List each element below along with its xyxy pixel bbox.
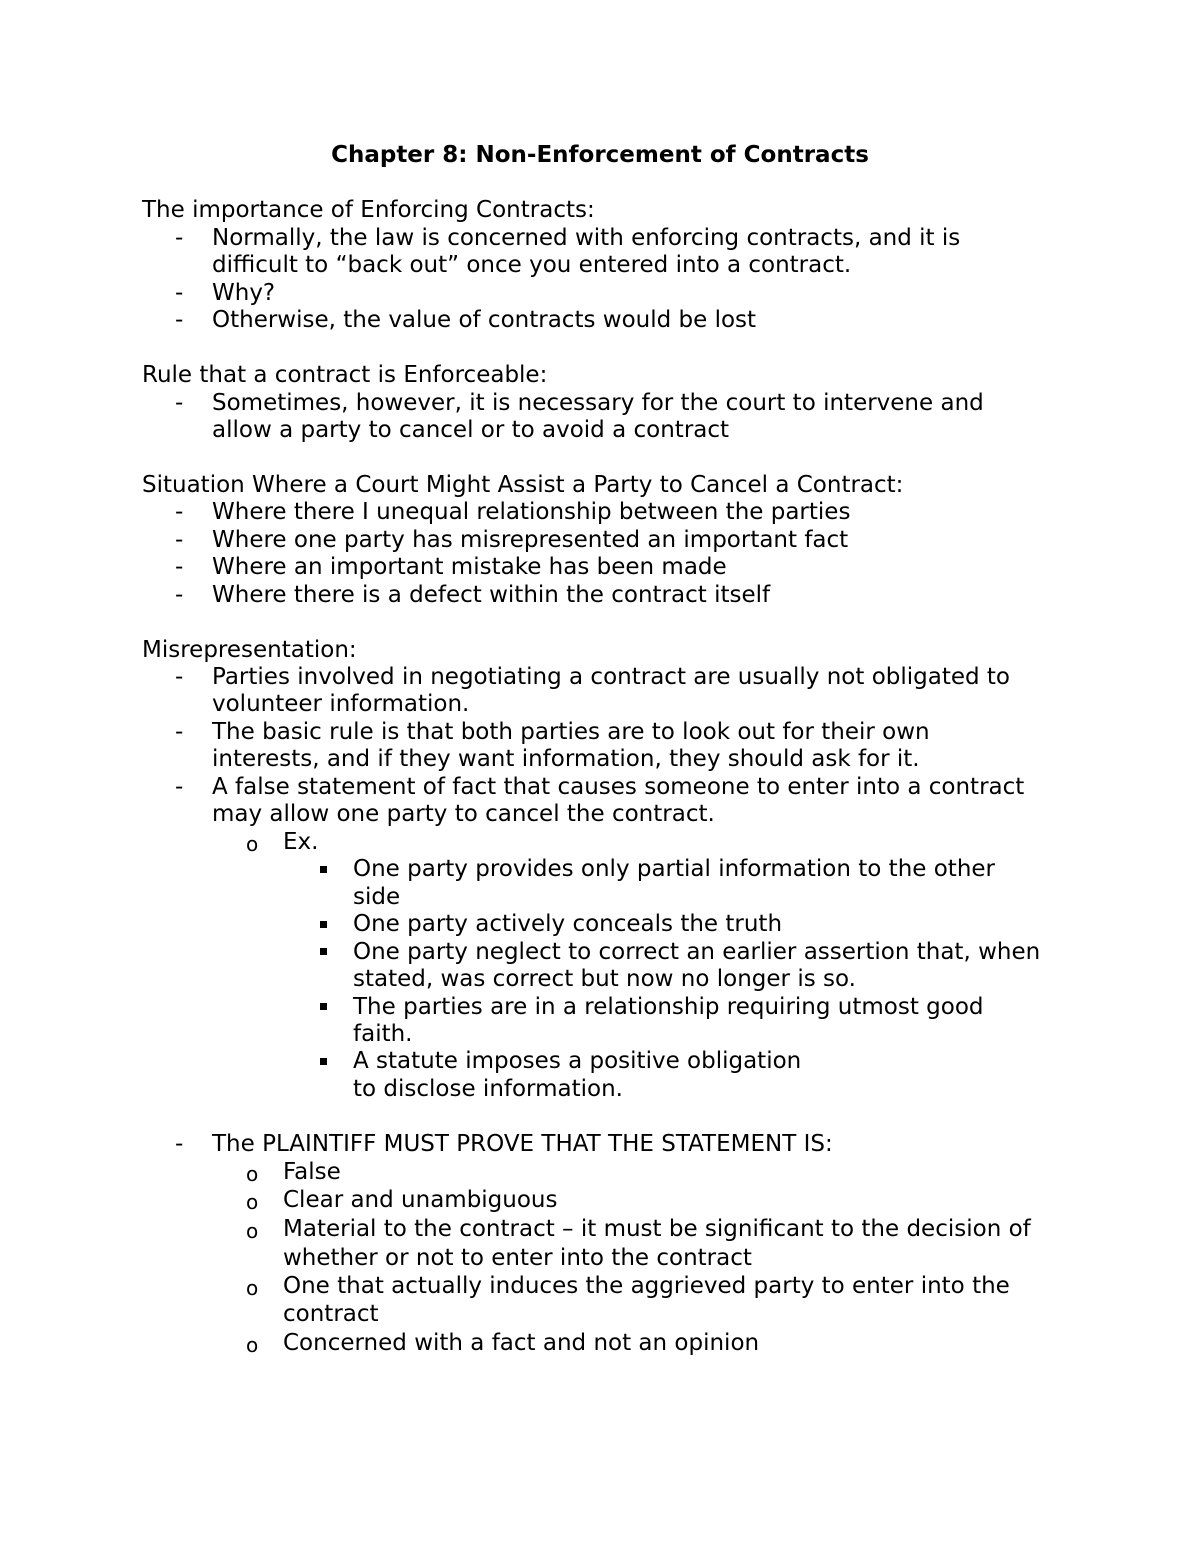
bullet-dash: - — [175, 554, 184, 580]
bullet-dash: - — [175, 527, 184, 553]
list-item-line: interests, and if they want information, they should ask for it. — [212, 746, 920, 772]
list-item-line: Sometimes, however, it is necessary for the court to intervene and — [212, 390, 984, 416]
list-item-line: A statute imposes a positive obligation — [353, 1048, 802, 1074]
bullet-circle: o — [246, 1162, 259, 1186]
list-item-line: contract — [283, 1301, 379, 1327]
bullet-dash: - — [175, 307, 184, 333]
list-item-line: The PLAINTIFF MUST PROVE THAT THE STATEMENT IS: — [212, 1131, 833, 1157]
list-item-line: whether or not to enter into the contract — [283, 1245, 752, 1271]
bullet-circle: o — [246, 832, 259, 856]
list-item-line: False — [283, 1159, 341, 1185]
list-item-line: One that actually induces the aggrieved party to enter into the — [283, 1273, 1010, 1299]
bullet-square — [320, 866, 327, 873]
bullet-dash: - — [175, 664, 184, 690]
list-item-line: may allow one party to cancel the contract. — [212, 801, 715, 827]
list-item-line: One party provides only partial information to the other — [353, 856, 996, 882]
bullet-dash: - — [175, 390, 184, 416]
list-item-line: stated, was correct but now no longer is so. — [353, 966, 856, 992]
bullet-dash: - — [175, 1131, 184, 1157]
bullet-circle: o — [246, 1333, 259, 1357]
list-item-line: Parties involved in negotiating a contract are usually not obligated to — [212, 664, 1011, 690]
list-item-line: Where one party has misrepresented an important fact — [212, 527, 849, 553]
list-item-line: Where there I unequal relationship between the parties — [212, 499, 851, 525]
section-heading: Misrepresentation: — [142, 637, 357, 663]
bullet-dash: - — [175, 719, 184, 745]
bullet-circle: o — [246, 1276, 259, 1300]
list-item-line: to disclose information. — [353, 1076, 623, 1102]
list-item-line: Normally, the law is concerned with enforcing contracts, and it is — [212, 225, 961, 251]
list-item-line: side — [353, 884, 401, 910]
list-item-line: allow a party to cancel or to avoid a contract — [212, 417, 730, 443]
list-item-line: Concerned with a fact and not an opinion — [283, 1330, 760, 1356]
bullet-circle: o — [246, 1219, 259, 1243]
list-item-line: Why? — [212, 280, 276, 306]
list-item-line: volunteer information. — [212, 691, 470, 717]
example-label: Ex. — [283, 829, 319, 855]
page-title: Chapter 8: Non-Enforcement of Contracts — [331, 142, 869, 168]
list-item-line: One party neglect to correct an earlier assertion that, when — [353, 939, 1041, 965]
list-item-line: Where an important mistake has been made — [212, 554, 727, 580]
list-item-line: Material to the contract – it must be significant to the decision of — [283, 1216, 1031, 1242]
bullet-dash: - — [175, 582, 184, 608]
list-item-line: Clear and unambiguous — [283, 1187, 558, 1213]
bullet-dash: - — [175, 774, 184, 800]
section-heading: Rule that a contract is Enforceable: — [142, 362, 548, 388]
bullet-circle: o — [246, 1190, 259, 1214]
section-heading: Situation Where a Court Might Assist a Party to Cancel a Contract: — [142, 472, 904, 498]
list-item-line: A false statement of fact that causes someone to enter into a contract — [212, 774, 1025, 800]
list-item-line: faith. — [353, 1021, 413, 1047]
bullet-square — [320, 1058, 327, 1065]
bullet-square — [320, 921, 327, 928]
section-heading: The importance of Enforcing Contracts: — [142, 197, 595, 223]
bullet-dash: - — [175, 280, 184, 306]
bullet-square — [320, 948, 327, 955]
list-item-line: Otherwise, the value of contracts would be lost — [212, 307, 757, 333]
list-item-line: difficult to “back out” once you entered into a contract. — [212, 252, 852, 278]
list-item-line: The parties are in a relationship requiring utmost good — [353, 994, 984, 1020]
list-item-line: One party actively conceals the truth — [353, 911, 783, 937]
bullet-square — [320, 1003, 327, 1010]
bullet-dash: - — [175, 499, 184, 525]
list-item-line: The basic rule is that both parties are to look out for their own — [212, 719, 930, 745]
list-item-line: Where there is a defect within the contract itself — [212, 582, 771, 608]
bullet-dash: - — [175, 225, 184, 251]
